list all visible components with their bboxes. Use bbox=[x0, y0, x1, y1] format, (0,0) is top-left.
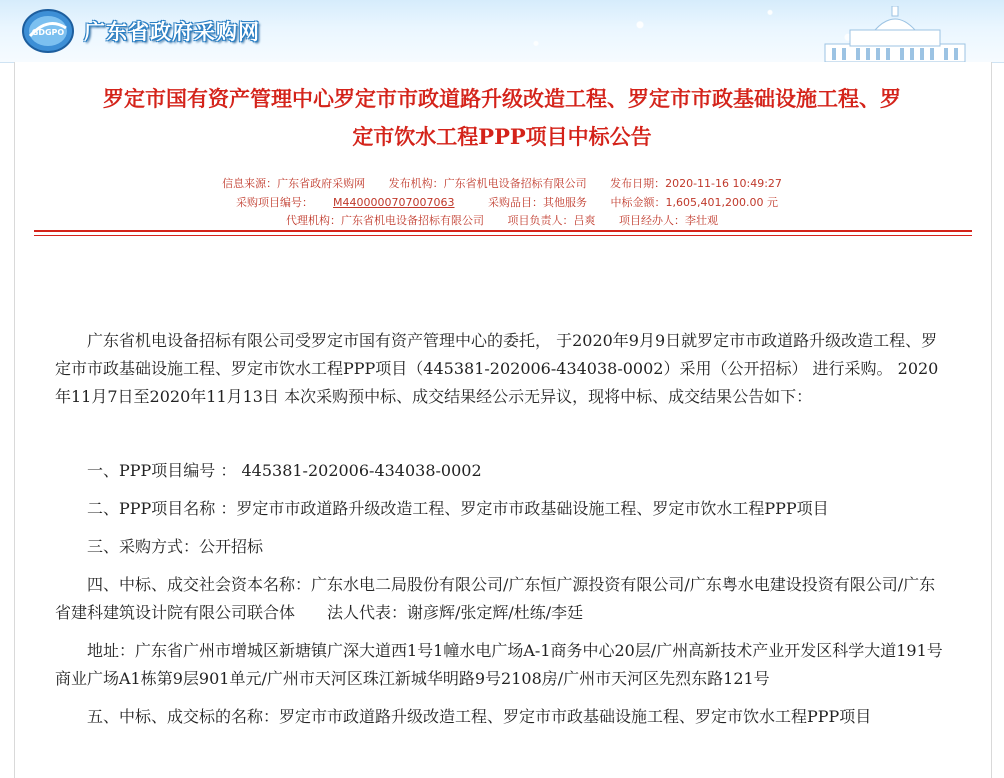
government-building-icon bbox=[820, 6, 970, 62]
page-title bbox=[0, 80, 1004, 156]
site-header bbox=[0, 0, 1004, 63]
project-number-link[interactable]: M4400000707007063 bbox=[333, 196, 455, 209]
title-line-1: 罗定市国有资产管理中心罗定市市政道路升级改造工程、罗定市市政基础设施工程、罗 bbox=[103, 86, 901, 111]
article-body bbox=[55, 327, 950, 411]
logo-text: GDGPO bbox=[31, 28, 65, 37]
item-address: 地址：广东省广州市增城区新塘镇广深大道西1号1幢水电广场A-1商务中心20层/广州高新技术产业开发区科学大道191号商业广场A1栋第9层901单元/广州市天河区珠江新城华明路9号2108房/广州市天河区先烈东路121号 bbox=[55, 641, 943, 688]
procurement-category: 采购品目：其他服务 bbox=[488, 196, 587, 209]
item-winning-bidder: 四、中标、成交社会资本名称：广东水电二局股份有限公司/广东恒广源投资有限公司/广东粤水电建设投资有限公司/广东省建科建筑设计院有限公司联合体 法人代表：谢彦辉/张定辉/杜练/李廷 bbox=[55, 575, 936, 622]
meta-row-2 bbox=[0, 194, 1004, 210]
publish-date: 发布日期：2020-11-16 10:49:27 bbox=[610, 177, 782, 190]
meta-row-1 bbox=[0, 175, 1004, 191]
title-line-2: 定市饮水工程PPP项目中标公告 bbox=[352, 124, 652, 149]
meta-row-3 bbox=[0, 212, 1004, 228]
title-divider bbox=[34, 230, 972, 236]
project-manager: 项目负责人：吕爽 bbox=[507, 214, 596, 227]
project-number bbox=[226, 196, 464, 209]
item-project-name: 二、PPP项目名称 ：罗定市市政道路升级改造工程、罗定市市政基础设施工程、罗定市饮水工程PPP项目 bbox=[87, 499, 829, 518]
item-project-number: 一、PPP项目编号 ： 445381-202006-434038-0002 bbox=[87, 461, 482, 480]
item-subject-name: 五、中标、成交标的名称：罗定市市政道路升级改造工程、罗定市市政基础设施工程、罗定市饮水工程PPP项目 bbox=[87, 707, 872, 726]
item-procurement-method: 三、采购方式：公开招标 bbox=[87, 537, 264, 556]
agency: 代理机构：广东省机电设备招标有限公司 bbox=[286, 214, 484, 227]
project-handler: 项目经办人：李壮观 bbox=[619, 214, 718, 227]
project-number-label: 采购项目编号： bbox=[236, 196, 314, 209]
site-logo-icon[interactable] bbox=[20, 6, 76, 56]
award-amount: 中标金额：1,605,401,200.00 元 bbox=[610, 196, 778, 209]
info-source: 信息来源：广东省政府采购网 bbox=[222, 177, 366, 190]
site-name[interactable]: 广东省政府采购网 bbox=[84, 20, 260, 44]
intro-paragraph: 广东省机电设备招标有限公司受罗定市国有资产管理中心的委托， 于2020年9月9日就罗定市市政道路升级改造工程、罗定市市政基础设施工程、罗定市饮水工程PPP项目（445381-202006-434038-0002）采用（公开招标） 进行采购。 2020年11月7日至2020年11月13日 本次采购预中标、成交结果经公示无异议，现将中标、成交结果公告如下： bbox=[55, 331, 939, 406]
article-items bbox=[55, 457, 950, 741]
publisher: 发布机构：广东省机电设备招标有限公司 bbox=[388, 177, 587, 190]
